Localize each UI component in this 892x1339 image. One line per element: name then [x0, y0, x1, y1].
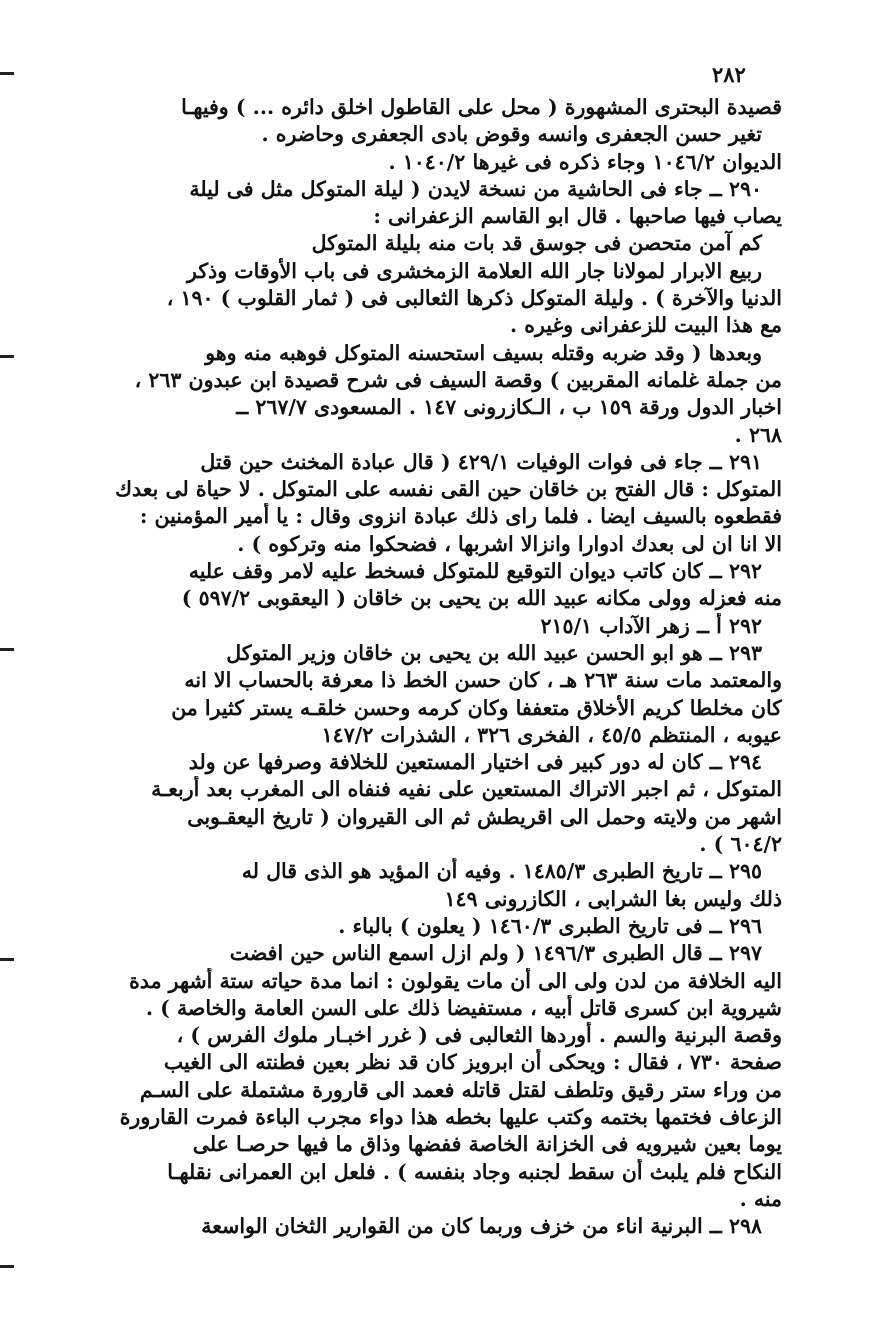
- text-line: من وراء ستر رقيق وتلطف لقتل قاتله فعمد الى قارورة مشتملة على السـم: [139, 1077, 782, 1102]
- text-line: ٢٩٢ أ ــ زهر الآداب ٢١٥/١: [540, 613, 762, 638]
- text-line: ٢٩٤ ــ كان له دور كبير فى اختيار المستعين للخلافة وصرفها عن ولد: [188, 750, 762, 775]
- text-line: يصاب فيها صاحبها . قال ابو القاسم الزعفرانى :: [373, 204, 782, 229]
- text-line: اشهر من ولايته وحمل الى اقريطش ثم الى القيروان ( تاريخ اليعقـوبى: [187, 804, 782, 829]
- text-line: ٢٦٨ .: [734, 422, 782, 447]
- text-line: ٢٩٠ ــ جاء فى الحاشية من نسخة لايدن ( ليلة المتوكل مثل فى ليلة: [189, 176, 762, 201]
- text-line: ٢٩٧ ــ قال الطبرى ١٤٩٦/٣ ( ولم ازل اسمع الناس حين افضت: [229, 941, 762, 966]
- verse-line: كم آمن متحصن فى جوسق قد بات منه بليلة المتوكل: [311, 231, 762, 256]
- text-line: اخبار الدول ورقة ١٥٩ ب ، الـكازرونى ١٤٧ . المسعودى ٢٦٧/٧ ــ: [236, 395, 782, 420]
- margin-mark: [0, 1265, 14, 1268]
- text-line: وقصة البرنية والسم . أوردها الثعالبى فى ( غرر اخبـار ملوك الفرس ) ،: [176, 1023, 782, 1048]
- body-text: [98, 94, 782, 1240]
- text-line: ربيع الابرار لمولانا جار الله العلامة الزمخشرى فى باب الأوقات وذكر: [187, 258, 762, 283]
- text-line: كان مخلطا كريم الأخلاق متعففا وكان كرمه وحسن خلقـه يستر كثيرا من: [171, 695, 782, 720]
- margin-mark: [0, 648, 14, 651]
- text-line: قصيدة البحترى المشهورة ( محل على القاطول اخلق دائره ... ) وفيهـا: [181, 95, 782, 119]
- text-line: منه فعزله وولى مكانه عبيد الله بن يحيى بن خاقان ( اليعقوبى ٥٩٧/٢ ): [181, 586, 782, 611]
- text-line: والمعتمد مات سنة ٢٦٣ هـ ، كان حسن الخط ذا معرفة بالحساب الا انه: [184, 668, 782, 693]
- text-line: المتوكل ، ثم اجبر الاتراك المستعين على نفيه فنفاه الى المغرب بعد أربعـة: [151, 777, 782, 802]
- text-line: اليه الخلافة من لدن ولى الى أن مات يقولون : انما مدة حياته ستة أشهر مدة: [129, 968, 782, 993]
- page-number: ٢٨٢: [712, 62, 746, 87]
- text-line: شيروية ابن كسرى قاتل أبيه ، مستفيضا ذلك على السن العامة والخاصة ) .: [145, 995, 782, 1020]
- text-line: تغير حسن الجعفرى وانسه وقوض بادى الجعفرى وحاضره .: [261, 122, 762, 147]
- text-line: ذلك وليس بغا الشرابى ، الكازرونى ١٤٩: [444, 886, 782, 911]
- text-line: وبعدها ( وقد ضربه وقتله بسيف استحسنه المتوكل فوهبه منه وهو: [205, 340, 762, 365]
- text-line: مع هذا البيت للزعفرانى وغيره .: [509, 313, 782, 338]
- text-line: الزعاف فختمها بختمه وكتب عليها بخطه هذا دواء مجرب الباءة فمرت القارورة: [119, 1104, 782, 1129]
- text-line: المتوكل : قال الفتح بن خاقان حين القى نفسه على المتوكل . لا حياة لى بعدك: [115, 477, 782, 502]
- text-line: ٢٩٥ ــ تاريخ الطبرى ١٤٨٥/٣ . وفيه أن المؤيد هو الذى قال له: [241, 859, 762, 884]
- text-line: ٢٩٨ ــ البرنية اناء من خزف وربما كان من القوارير الثخان الواسعة: [201, 1214, 762, 1239]
- text-line: الا انا ان لى بعدك ادوارا وانزالا اشربها ، فضحكوا منه وتركوه ) .: [237, 531, 782, 556]
- text-line: صفحة ٧٣٠ ، فقال : ويحكى أن ابرويز كان قد نظر بعين فطنته الى الغيب: [163, 1050, 782, 1075]
- text-line: الديوان ١٠٤٦/٢ وجاء ذكره فى غيرها ١٠٤٠/٢ .: [388, 149, 782, 174]
- text-line: عيوبه ، المنتظم ٤٥/٥ ، الفخرى ٣٢٦ ، الشذرات ١٤٧/٢: [321, 722, 782, 747]
- text-line: ٢٩٣ ــ هو ابو الحسن عبيد الله بن يحيى بن خاقان وزير المتوكل: [226, 640, 762, 665]
- text-line: ٢٩٦ ــ فى تاريخ الطبرى ١٤٦٠/٣ ( يعلون ) بالباء .: [338, 913, 762, 938]
- text-line: منه .: [739, 1186, 782, 1211]
- margin-mark: [0, 958, 14, 961]
- text-line: الدنيا والآخرة ) . وليلة المتوكل ذكرها الثعالبى فى ( ثمار القلوب ) ١٩٠ ،: [166, 286, 782, 311]
- text-line: النكاح فلم يلبث أن سقط لجنبه وجاد بنفسه ) . فلعل ابن العمرانى نقلهـا: [167, 1159, 782, 1184]
- text-line: ٢٩٢ ــ كان كاتب ديوان التوقيع للمتوكل فسخط عليه لامر وقف عليه: [188, 559, 762, 584]
- text-line: فقطعوه بالسيف ايضا . فلما راى ذلك عبادة انزوى وقال : يا أمير المؤمنين :: [139, 504, 782, 529]
- margin-mark: [0, 355, 14, 358]
- margin-mark: [0, 72, 14, 75]
- text-line: ٦٠٤/٢ ) .: [699, 832, 782, 857]
- text-line: من جملة غلمانه المقربين ) وقصة السيف فى شرح قصيدة ابن عبدون ٢٦٣ ،: [134, 367, 782, 392]
- text-line: يوما بعين شيرويه فى الخزانة الخاصة ففضها وذاق ما فيها حرصـا على: [192, 1132, 782, 1157]
- text-line: ٢٩١ ــ جاء فى فوات الوفيات ٤٢٩/١ ( قال عبادة المخنث حين قتل: [200, 449, 762, 474]
